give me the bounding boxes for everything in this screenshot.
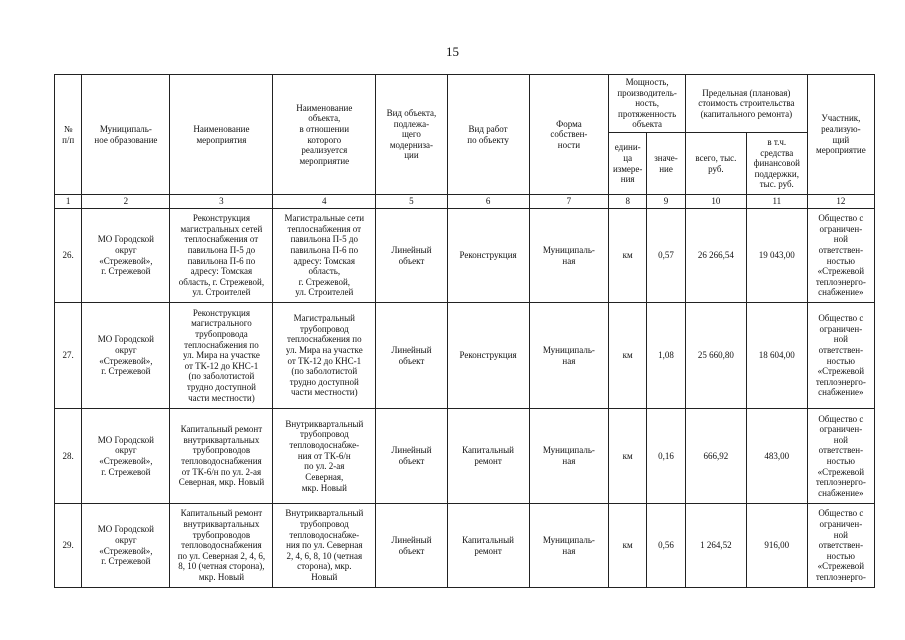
row-ownership: Муниципаль- ная [529, 303, 609, 409]
row-value: 0,57 [647, 209, 686, 303]
column-number: 4 [273, 195, 376, 209]
row-value: 0,56 [647, 504, 686, 588]
header-participant: Участник, реализую- щий мероприятие [807, 75, 874, 195]
row-unit: км [609, 303, 647, 409]
row-ownership: Муниципаль- ная [529, 209, 609, 303]
row-participant: Общество с ограничен- ной ответствен- ностью «Стрежевой теплоэнерго- снабжение» [807, 409, 874, 504]
table-row [55, 409, 875, 504]
row-object: Магистральный трубопровод теплоснабжения по ул. Мира на участке от ТК-12 до КНС-1 (по заболотистой трудно доступной части местности) [273, 303, 376, 409]
column-number: 9 [647, 195, 686, 209]
row-event: Реконструкция магистрального трубопровода теплоснабжения по ул. Мира на участке от ТК-12 до КНС-1 (по заболотистой трудно доступной части местности) [170, 303, 273, 409]
row-num: 26. [55, 209, 82, 303]
column-number: 3 [170, 195, 273, 209]
table-row [55, 209, 875, 303]
page-number: 15 [446, 44, 459, 59]
column-number: 11 [746, 195, 807, 209]
row-participant: Общество с ограничен- ной ответствен- ностью «Стрежевой теплоэнерго- снабжение» [807, 303, 874, 409]
column-numbers-row [55, 195, 875, 209]
row-work-type: Капитальный ремонт [447, 409, 529, 504]
header-capacity-unit: едини- ца измере- ния [609, 133, 647, 195]
row-total: 25 660,80 [685, 303, 746, 409]
header-cost: Предельная (плановая) стоимость строительства (капитального ремонта) [685, 75, 807, 133]
row-municipality: МО Городской округ «Стрежевой», г. Стрежевой [82, 303, 170, 409]
row-total: 1 264,52 [685, 504, 746, 588]
row-work-type: Реконструкция [447, 303, 529, 409]
header-num: № п/п [55, 75, 82, 195]
row-event: Реконструкция магистральных сетей теплоснабжения от павильона П-5 до павильона П-6 по адресу: Томская область, г. Стрежевой, ул. Строителей [170, 209, 273, 303]
row-object-type: Линейный объект [376, 303, 447, 409]
column-number: 7 [529, 195, 609, 209]
row-object-type: Линейный объект [376, 409, 447, 504]
row-support: 483,00 [746, 409, 807, 504]
header-capacity-value: значе- ние [647, 133, 686, 195]
row-ownership: Муниципаль- ная [529, 504, 609, 588]
header-cost-total: всего, тыс. руб. [685, 133, 746, 195]
row-municipality: МО Городской округ «Стрежевой», г. Стрежевой [82, 209, 170, 303]
header-work-type: Вид работ по объекту [447, 75, 529, 195]
header-event: Наименование мероприятия [170, 75, 273, 195]
row-event: Капитальный ремонт внутриквартальных трубопроводов тепловодоснабжения от ТК-6/н по ул. 2-ая Северная, мкр. Новый [170, 409, 273, 504]
row-support: 18 604,00 [746, 303, 807, 409]
row-num: 29. [55, 504, 82, 588]
row-object-type: Линейный объект [376, 504, 447, 588]
row-municipality: МО Городской округ «Стрежевой», г. Стрежевой [82, 504, 170, 588]
column-number: 12 [807, 195, 874, 209]
column-number: 5 [376, 195, 447, 209]
row-participant: Общество с ограничен- ной ответствен- ностью «Стрежевой теплоэнерго- [807, 504, 874, 588]
row-support: 19 043,00 [746, 209, 807, 303]
row-object: Внутриквартальный трубопровод тепловодоснабже- ния от ТК-6/н по ул. 2-ая Северная, мкр. Новый [273, 409, 376, 504]
header-cost-incl: в т.ч. средства финансовой поддержки, тыс. руб. [746, 133, 807, 195]
column-number: 1 [55, 195, 82, 209]
row-support: 916,00 [746, 504, 807, 588]
row-object: Внутриквартальный трубопровод тепловодоснабже- ния по ул. Северная 2, 4, 6, 8, 10 (четная сторона), мкр. Новый [273, 504, 376, 588]
header-municipality: Муниципаль- ное образование [82, 75, 170, 195]
row-value: 0,16 [647, 409, 686, 504]
row-ownership: Муниципаль- ная [529, 409, 609, 504]
row-unit: км [609, 409, 647, 504]
column-number: 6 [447, 195, 529, 209]
row-num: 28. [55, 409, 82, 504]
header-object: Наименование объекта, в отношении которого реализуется мероприятие [273, 75, 376, 195]
row-municipality: МО Городской округ «Стрежевой», г. Стрежевой [82, 409, 170, 504]
column-number: 10 [685, 195, 746, 209]
row-total: 26 266,54 [685, 209, 746, 303]
header-ownership: Форма собствен- ности [529, 75, 609, 195]
table-row [55, 504, 875, 588]
row-unit: км [609, 209, 647, 303]
column-number: 2 [82, 195, 170, 209]
row-work-type: Капитальный ремонт [447, 504, 529, 588]
table-row [55, 303, 875, 409]
header-row [55, 75, 875, 133]
row-num: 27. [55, 303, 82, 409]
row-object-type: Линейный объект [376, 209, 447, 303]
row-participant: Общество с ограничен- ной ответствен- ностью «Стрежевой теплоэнерго- снабжение» [807, 209, 874, 303]
column-number: 8 [609, 195, 647, 209]
row-value: 1,08 [647, 303, 686, 409]
header-object-type: Вид объекта, подлежа- щего модерниза- ции [376, 75, 447, 195]
row-total: 666,92 [685, 409, 746, 504]
row-work-type: Реконструкция [447, 209, 529, 303]
header-capacity: Мощность, производитель- ность, протяженность объекта [609, 75, 686, 133]
row-unit: км [609, 504, 647, 588]
measures-table [54, 74, 875, 588]
row-object: Магистральные сети теплоснабжения от павильона П-5 до павильона П-6 по адресу: Томская область, г. Стрежевой, ул. Строителей [273, 209, 376, 303]
row-event: Капитальный ремонт внутриквартальных трубопроводов тепловодоснабжения по ул. Северная 2, 4, 6, 8, 10 (четная сторона), мкр. Новый [170, 504, 273, 588]
